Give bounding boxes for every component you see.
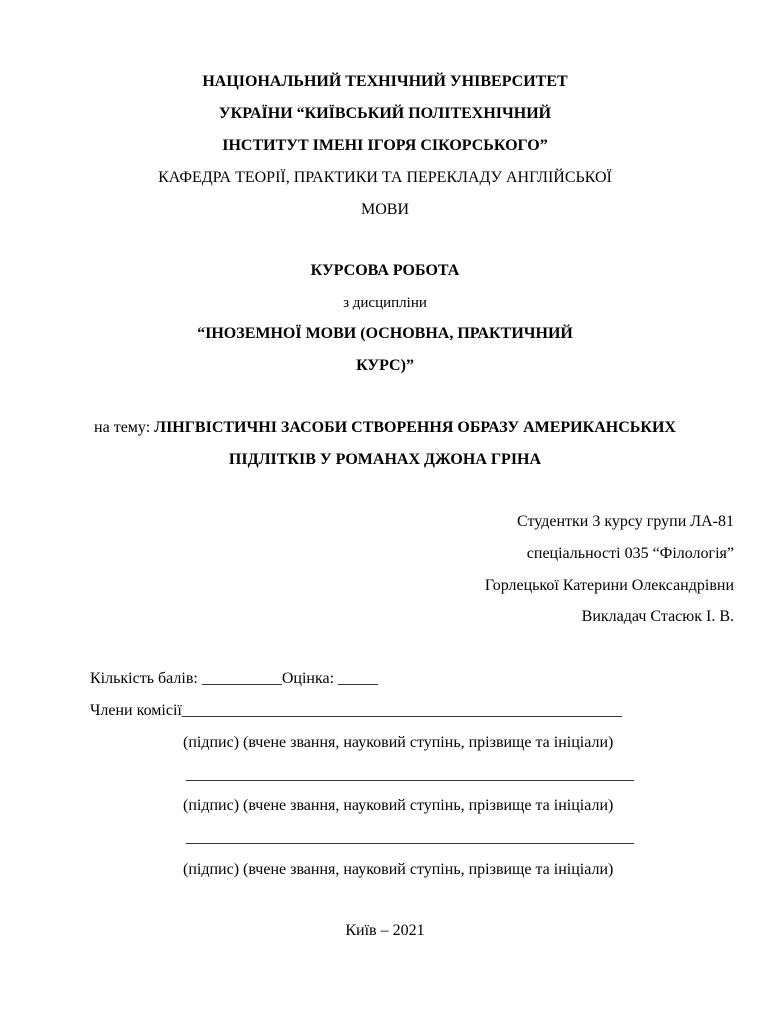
discipline-line-2: КУРС)”: [356, 357, 414, 374]
signature-caption-3: (підпис) (вчене звання, науковий ступінь, прізвище та ініціали): [183, 861, 614, 878]
author-group: Студентки 3 курсу групи ЛА-81: [516, 513, 734, 530]
signature-caption-2: (підпис) (вчене звання, науковий ступінь, прізвище та ініціали): [183, 797, 614, 814]
score-line: Кількість балів: __________Оцінка: _____: [90, 670, 379, 687]
discipline-prefix: з дисципліни: [343, 295, 427, 311]
city-year: Київ – 2021: [345, 922, 425, 939]
university-line-3: ІНСТИТУТ ІМЕНІ ІГОРЯ СІКОРСЬКОГО”: [222, 137, 548, 154]
discipline-line-1: “ІНОЗЕМНОЇ МОВИ (ОСНОВНА, ПРАКТИЧНИЙ: [197, 325, 573, 342]
university-line-2: УКРАЇНИ “КИЇВСЬКИЙ ПОЛІТЕХНІЧНИЙ: [218, 105, 552, 122]
supervisor: Викладач Стасюк І. В.: [581, 608, 734, 625]
university-line-1: НАЦІОНАЛЬНИЙ ТЕХНІЧНИЙ УНІВЕРСИТЕТ: [202, 73, 568, 90]
signature-blank-3: ________________________________________________________: [186, 829, 634, 846]
topic-line-1: [0, 418, 770, 438]
topic-prefix: на тему:: [94, 419, 155, 436]
department-line-1: КАФЕДРА ТЕОРІЇ, ПРАКТИКИ ТА ПЕРЕКЛАДУ АНГЛІЙСЬКОЇ: [158, 169, 612, 186]
signature-caption-1: (підпис) (вчене звання, науковий ступінь, прізвище та ініціали): [183, 734, 614, 751]
commission-line: Члени комісії_______________________________________________________: [90, 702, 622, 719]
topic-title-1: ЛІНГВІСТИЧНІ ЗАСОБИ СТВОРЕННЯ ОБРАЗУ АМЕРИКАНСЬКИХ: [154, 419, 676, 436]
department-line-2: МОВИ: [360, 201, 409, 218]
topic-line-2: ПІДЛІТКІВ У РОМАНАХ ДЖОНА ГРІНА: [228, 451, 542, 468]
signature-blank-2: ________________________________________________________: [186, 766, 634, 783]
work-type: КУРСОВА РОБОТА: [310, 262, 460, 279]
author-specialty: спеціальності 035 “Філологія”: [526, 545, 734, 562]
author-name: Горлецької Катерини Олександрівни: [484, 577, 734, 594]
